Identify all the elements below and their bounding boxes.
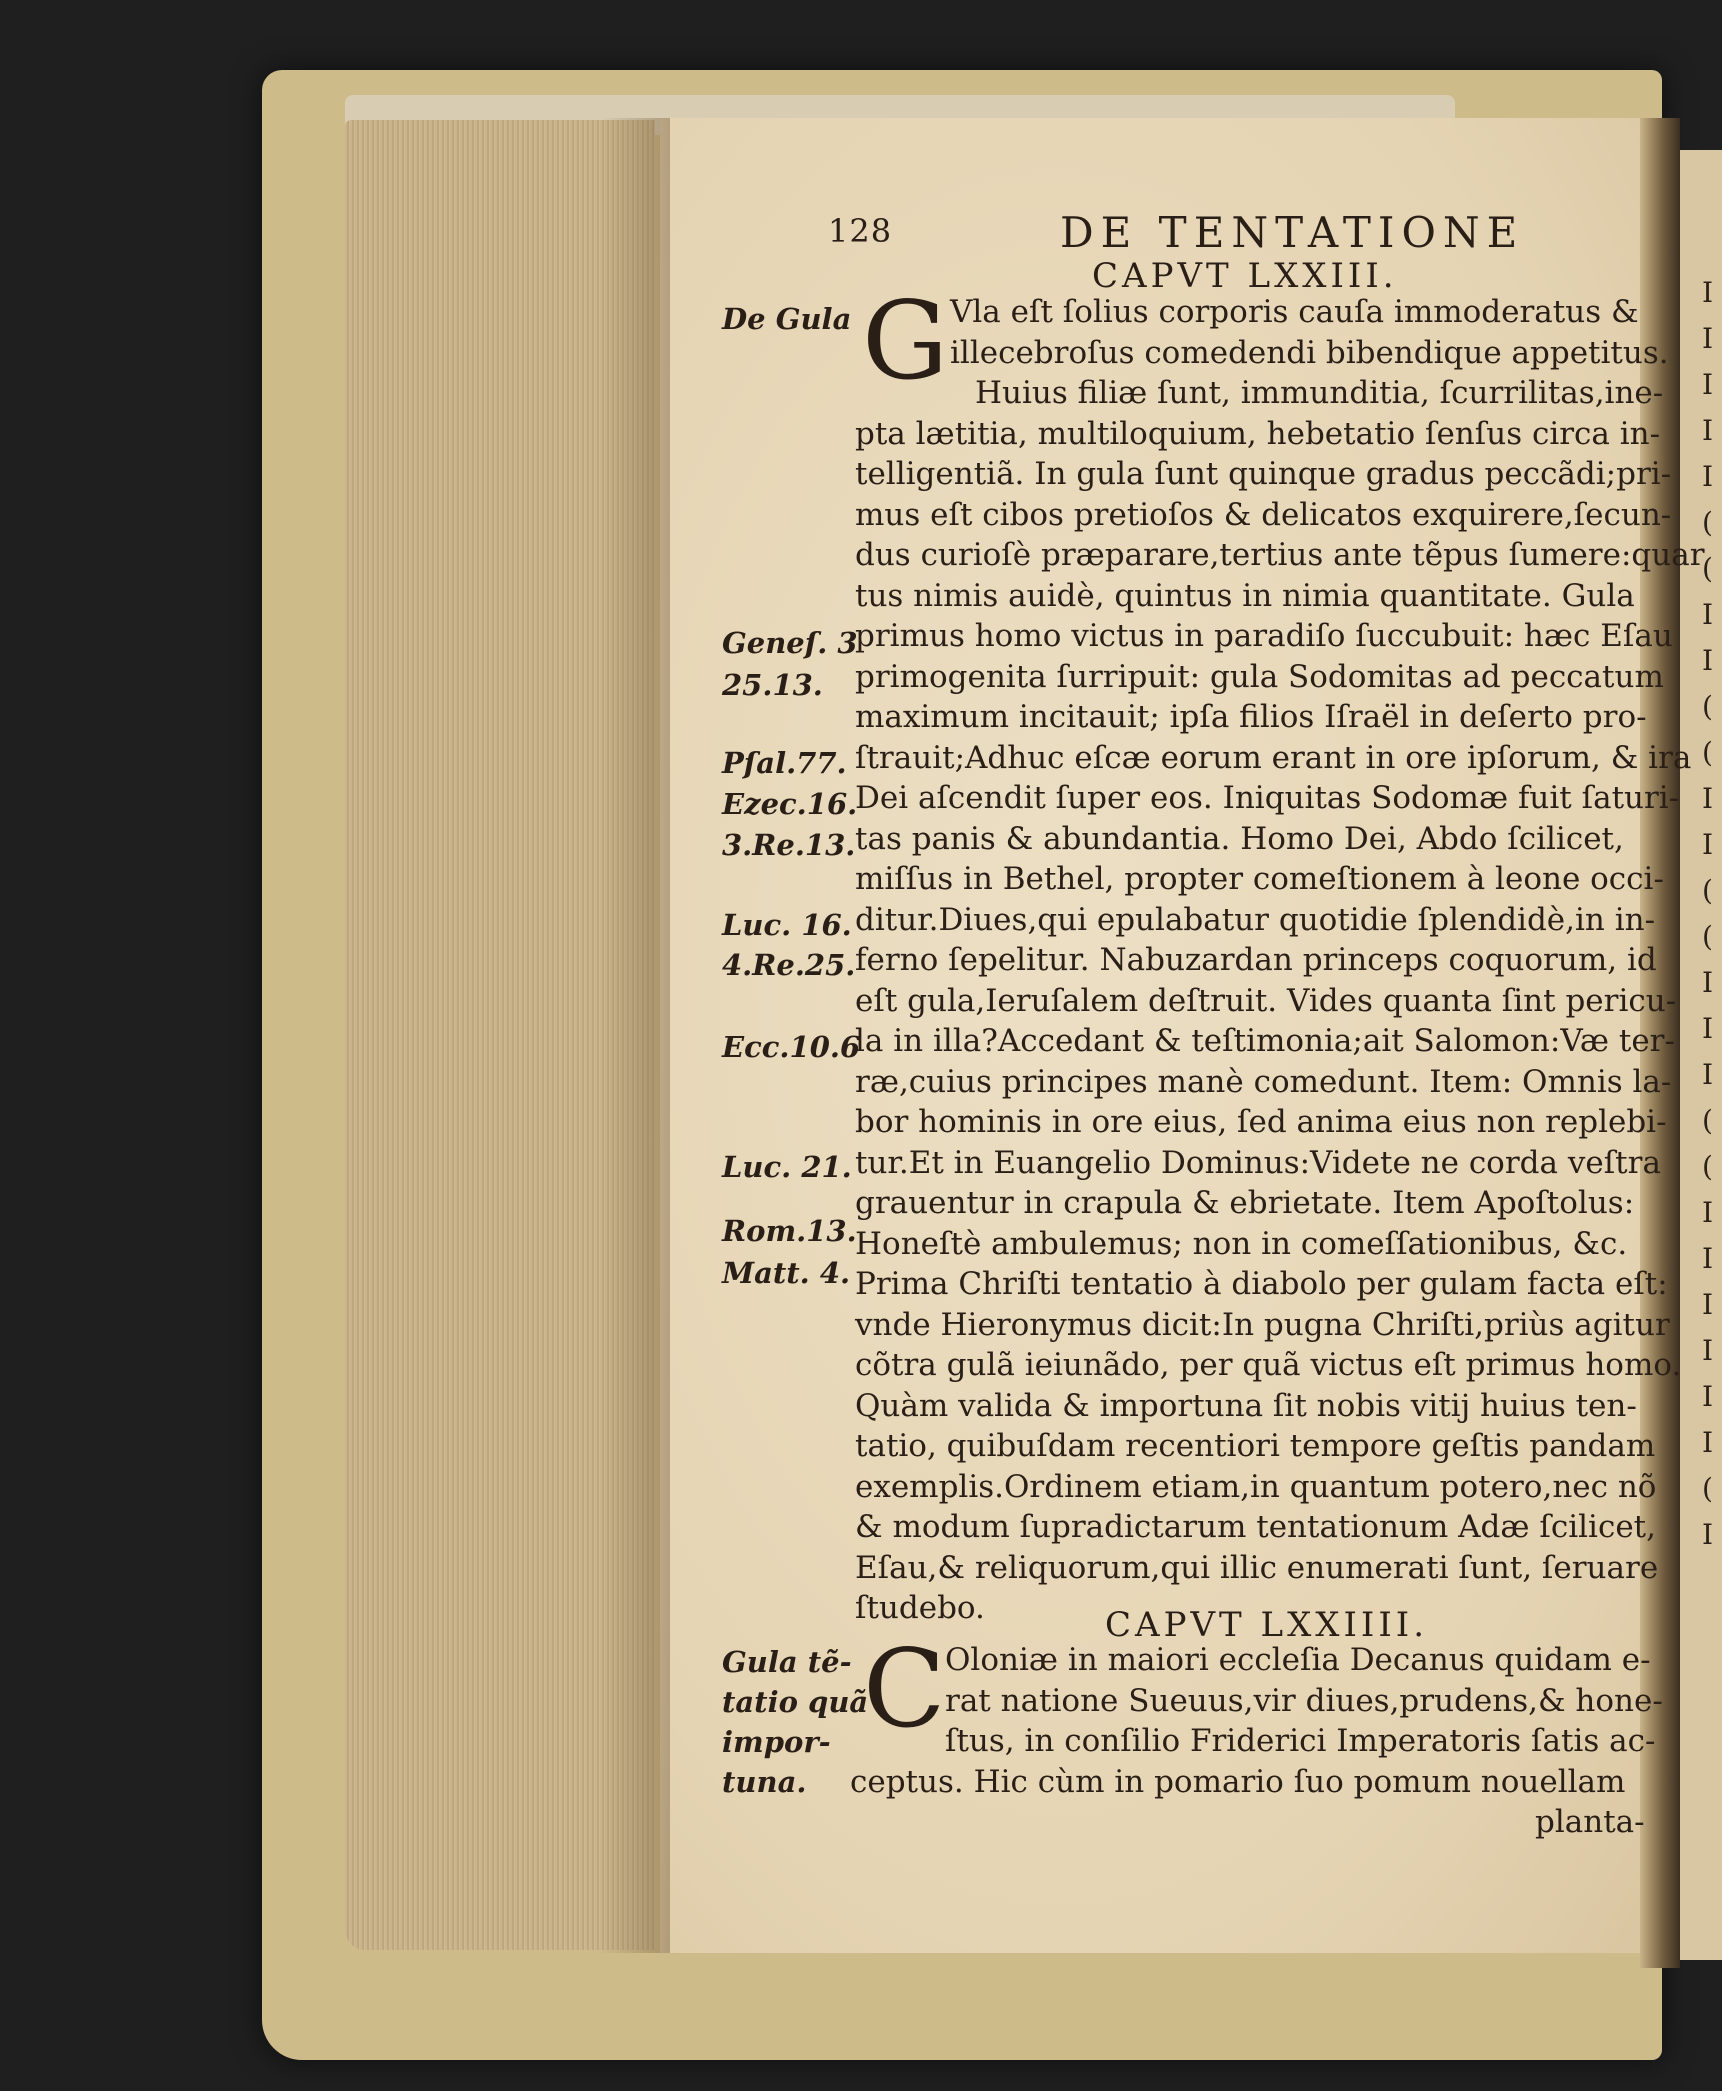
margin-note: Luc. 21.: [722, 1150, 852, 1184]
text-line: primus homo victus in paradiſo ſuccubuit: hæc Eſau: [855, 618, 1673, 654]
margin-note-line: tuna.: [722, 1765, 807, 1799]
text-line: mus eſt cibos pretioſos & delicatos exquirere,ſecun-: [855, 496, 1672, 533]
text-line: primogenita ſurripuit: gula Sodomitas ad peccatum: [855, 658, 1664, 695]
text-line: Prima Chriſti tentatio à diabolo per gulam facta eſt:: [855, 1266, 1668, 1302]
text-line: rat natione Sueuus,vir diues,prudens,& hone-: [945, 1682, 1663, 1719]
text-line: tus nimis auidè, quintus in nimia quantitate. Gula: [855, 577, 1635, 614]
text-line: planta-: [1535, 1804, 1645, 1840]
margin-note: Geneſ. 3: [722, 626, 858, 660]
facing-page-letter: I: [1702, 1196, 1714, 1229]
margin-note: Luc. 16.: [722, 908, 852, 942]
running-title: DE TENTATIONE: [1060, 208, 1525, 257]
text-line: tur.Et in Euangelio Dominus:Videte ne corda veſtra: [855, 1144, 1661, 1181]
text-line: Huius filiæ ſunt, immunditia, ſcurrilitas,ine-: [975, 375, 1664, 411]
facing-page-letter: I: [1702, 1058, 1714, 1091]
text-line: telligentiã. In gula ſunt quinque gradus peccãdi;pri-: [855, 456, 1672, 492]
text-line: ſtudebo.: [855, 1590, 985, 1626]
drop-capital: C: [863, 1627, 946, 1752]
facing-page-letter: (: [1702, 736, 1713, 769]
text-line: ditur.Diues,qui epulabatur quotidie ſplendidè,in in-: [855, 901, 1656, 938]
text-line: & modum ſupradictarum tentationum Adæ ſcilicet,: [855, 1509, 1656, 1545]
facing-page-letter: (: [1702, 552, 1713, 585]
margin-note-block: [722, 1642, 868, 1802]
text-line: ſtrauit;Adhuc eſcæ eorum erant in ore ipſorum, & ira: [855, 739, 1692, 776]
text-line: la in illa?Accedant & teſtimonia;ait Salomon:Væ ter-: [855, 1023, 1675, 1059]
margin-note: Ecc.10.6: [722, 1030, 861, 1064]
margin-note-line: Gula tẽ-: [722, 1645, 852, 1679]
page-shadow: [600, 118, 670, 1953]
facing-page-letter: I: [1702, 644, 1714, 677]
text-line: Quàm valida & importuna ſit nobis vitij huius ten-: [855, 1387, 1637, 1424]
text-line: tas panis & abundantia. Homo Dei, Abdo ſcilicet,: [855, 820, 1624, 857]
margin-note-line: impor-: [722, 1725, 831, 1759]
text-line: Eſau,& reliquorum,qui illic enumerati ſunt, ſeruare: [855, 1549, 1659, 1586]
text-line: Dei aſcendit ſuper eos. Iniquitas Sodomæ fuit ſaturi-: [855, 780, 1680, 816]
facing-page-letter: I: [1702, 1334, 1714, 1367]
facing-page-letter: I: [1702, 1380, 1714, 1413]
facing-page-letter: I: [1702, 276, 1714, 309]
margin-note: Rom.13.: [722, 1214, 857, 1248]
facing-page-letter: I: [1702, 828, 1714, 861]
facing-page-letter: (: [1702, 1150, 1713, 1183]
text-line: bor hominis in ore eius, ſed anima eius non replebi-: [855, 1104, 1667, 1140]
text-line: ferno ſepelitur. Nabuzardan princeps coquorum, id: [855, 942, 1657, 978]
text-line: ceptus. Hic cùm in pomario ſuo pomum nouellam: [850, 1763, 1626, 1800]
text-line: cõtra gulã ieiunãdo, per quã victus eſt primus homo.: [855, 1347, 1682, 1383]
text-line: exemplis.Ordinem etiam,in quantum potero,nec nõ: [855, 1468, 1657, 1505]
page-number: 128: [828, 212, 893, 250]
facing-page-letter: I: [1702, 460, 1714, 493]
text-line: Vla eſt ſolius corporis cauſa immoderatus &: [950, 294, 1639, 330]
margin-note: 3.Re.13.: [722, 828, 856, 862]
facing-page-letter: (: [1702, 506, 1713, 539]
margin-note: De Gula: [722, 302, 852, 336]
drop-capital: G: [862, 279, 949, 404]
facing-page-letter: I: [1702, 1012, 1714, 1045]
facing-page-letter: I: [1702, 1242, 1714, 1275]
chapter-text: [855, 279, 1705, 1629]
text-line: tatio, quibuſdam recentiori tempore geſtis pandam: [855, 1428, 1656, 1464]
facing-page-letter: I: [1702, 966, 1714, 999]
text-line: miſſus in Bethel, propter comeſtionem à leone occi-: [855, 861, 1664, 897]
chapter-text: [850, 1627, 1663, 1843]
text-line: eſt gula,Ieruſalem deſtruit. Vides quanta ſint pericu-: [855, 982, 1677, 1019]
text-line: grauentur in crapula & ebrietate. Item Apoſtolus:: [855, 1185, 1635, 1221]
margin-note-line: tatio quã: [722, 1685, 869, 1719]
facing-page-letter: (: [1702, 1472, 1713, 1505]
text-line: maximum incitauit; ipſa filios Iſraël in deſerto pro-: [855, 699, 1647, 735]
text-line: ræ,cuius principes manè comedunt. Item: Omnis la-: [855, 1063, 1672, 1100]
text-line: Oloniæ in maiori eccleſia Decanus quidam e-: [945, 1642, 1651, 1678]
margin-note: Matt. 4.: [722, 1256, 851, 1290]
margin-note: Pſal.77.: [722, 746, 847, 780]
chapter-heading: CAPVT LXXIIII.: [1105, 1605, 1429, 1645]
facing-page-letter: I: [1702, 1518, 1714, 1551]
facing-page-letter: (: [1702, 1104, 1713, 1137]
facing-page-letters: [1702, 270, 1722, 1770]
margin-note: 4.Re.25.: [722, 948, 856, 982]
margin-note: Ezec.16.: [722, 787, 858, 821]
facing-page-letter: I: [1702, 1288, 1714, 1321]
chapter-heading: CAPVT LXXIII.: [1092, 256, 1398, 296]
facing-page-letter: (: [1702, 690, 1713, 723]
facing-page-letter: I: [1702, 414, 1714, 447]
facing-page-letter: I: [1702, 1426, 1714, 1459]
facing-page-letter: I: [1702, 368, 1714, 401]
facing-page-letter: I: [1702, 598, 1714, 631]
text-line: dus curioſè præparare,tertius ante tẽpus ſumere:quar: [855, 537, 1705, 573]
text-line: Honeſtè ambulemus; non in comeſſationibus, &c.: [855, 1225, 1628, 1262]
margin-note: 25.13.: [722, 668, 823, 702]
facing-page-letter: (: [1702, 920, 1713, 953]
facing-page-letter: I: [1702, 782, 1714, 815]
text-line: pta lætitia, multiloquium, hebetatio ſenſus circa in-: [855, 415, 1661, 452]
text-line: ſtus, in conſilio Friderici Imperatoris ſatis ac-: [945, 1723, 1656, 1759]
facing-page-letter: I: [1702, 322, 1714, 355]
facing-page-letter: (: [1702, 874, 1713, 907]
text-line: vnde Hieronymus dicit:In pugna Chriſti,priùs agitur: [855, 1306, 1670, 1343]
text-line: illecebroſus comedendi bibendique appetitus.: [950, 334, 1669, 371]
